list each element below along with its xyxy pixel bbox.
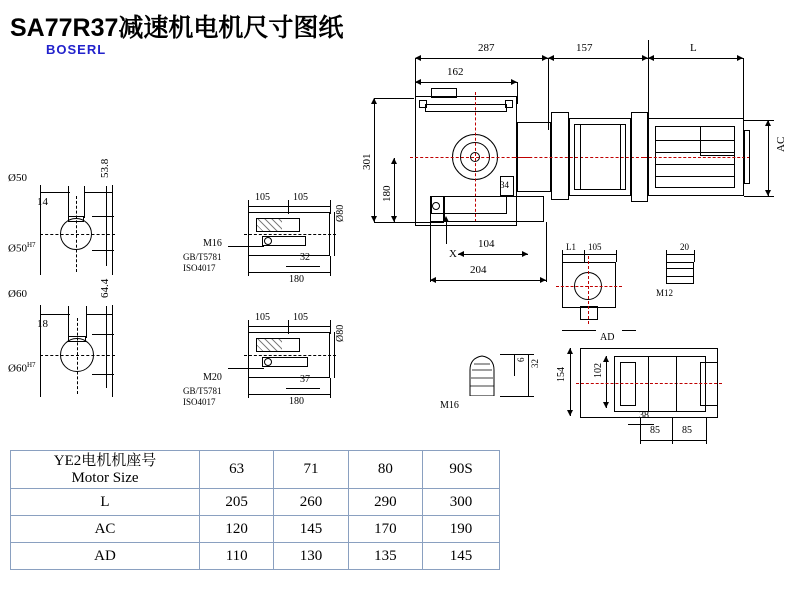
- flange1-hatch: [256, 218, 282, 232]
- dim-204-ext-r: [546, 222, 547, 282]
- shaft2-dim-top: [40, 314, 70, 315]
- dim-204-label: 204: [470, 264, 487, 276]
- flange1-dimline-a: [248, 206, 288, 207]
- shaft2-key-ext-r: [86, 306, 87, 338]
- shaft1-center-h: [40, 234, 115, 235]
- shaft2-h7-label: $Ø60^{H7}$: [8, 361, 36, 375]
- adapter-flange: [551, 112, 569, 200]
- flange2-dimline-b: [288, 326, 330, 327]
- flange2-dimline-180: [248, 394, 330, 395]
- flange2-std1: GB/T5781: [183, 386, 222, 396]
- motor-centerline: [644, 157, 750, 158]
- dim-L-line: [648, 58, 743, 59]
- dim-L1-line: [562, 254, 584, 255]
- dim-AC-line: [768, 120, 769, 196]
- table-header-cell: 80: [348, 451, 422, 489]
- shaft1-height-label: 53.8: [99, 158, 111, 178]
- dim-85-ext-m: [672, 418, 673, 444]
- gearbox-lug: [500, 176, 514, 196]
- dim-104-arrow-right: [522, 251, 528, 257]
- flange1-std2: ISO4017: [183, 263, 216, 273]
- brand-logo: BOSERL: [46, 42, 107, 57]
- bottom-endview-div-1: [648, 356, 649, 412]
- dim-20-ext-r: [694, 250, 695, 262]
- dim-L1-label: L1: [566, 242, 576, 252]
- flange1-ext-180l: [248, 256, 249, 276]
- flange2-ext-3: [330, 320, 331, 334]
- dim-AD-line-l: [562, 330, 596, 331]
- flange2-leader: [228, 368, 264, 369]
- page-title: SA77R37减速机电机尺寸图纸: [10, 14, 344, 42]
- endview-centerline-h: [556, 286, 622, 287]
- shaft2-left-ext: [40, 305, 41, 397]
- shaft2-h-dimline: [106, 306, 107, 388]
- table-header-label: [11, 451, 200, 489]
- table-cell: 190: [422, 516, 499, 543]
- dim-104-arrow-left: [458, 251, 464, 257]
- motor-fin-4: [655, 176, 735, 177]
- m12-detail-body: [666, 262, 694, 284]
- shaft1-key-ext-l: [68, 186, 69, 218]
- table-row: [11, 516, 500, 543]
- dim-105-right-ext-r: [616, 250, 617, 262]
- shaft1-h-tick-bot: [92, 250, 114, 251]
- dim-6-line: [514, 354, 515, 376]
- shaft2-h-tick-top: [92, 334, 114, 335]
- dim-104-label: 104: [478, 238, 495, 250]
- dim-154-label: 154: [556, 367, 567, 382]
- dim-204-ext-l: [430, 222, 431, 282]
- flange1-std1: GB/T5781: [183, 252, 222, 262]
- table-row: [11, 489, 500, 516]
- flange2-dia-dimline: [334, 332, 335, 378]
- dim-162-ext-r: [517, 82, 518, 104]
- dim-L-label: L: [690, 42, 697, 54]
- dim-6-label: 6: [516, 357, 526, 362]
- flange1-dia-dimline: [334, 212, 335, 256]
- shaft1-key-width-label: 14: [37, 196, 48, 208]
- gearbox-top-boss: [431, 88, 457, 98]
- dim-157-ext-r: [648, 40, 649, 130]
- dim-L-arrow-left: [648, 55, 654, 61]
- m12-label: M12: [656, 288, 674, 298]
- dim-85-ext-r: [706, 418, 707, 444]
- dim-180-arrow-up: [391, 158, 397, 164]
- dim-AC-ext-bot: [744, 196, 774, 197]
- flange2-dim-180: 180: [289, 396, 304, 407]
- table-header-cell: 63: [200, 451, 274, 489]
- dim-157-label: 157: [576, 42, 593, 54]
- m12-thread-1: [666, 268, 694, 269]
- motor-terminal-box: [700, 126, 735, 156]
- table-header-label-en: Motor Size: [71, 469, 139, 486]
- table-row-label: AD: [11, 543, 200, 570]
- dim-157-arrow-left: [548, 55, 554, 61]
- shaft1-h-dimline: [106, 186, 107, 266]
- flange1-dimline-32: [286, 266, 320, 267]
- dim-AC-ext-top: [744, 120, 774, 121]
- flange1-bolt-head: [264, 237, 272, 245]
- table-header-label-cn: YE2电机机座号: [53, 453, 157, 469]
- helical-div-2: [620, 124, 621, 190]
- table-row: [11, 543, 500, 570]
- marker-X-arrow: [443, 216, 449, 222]
- dim-154-arrow-up: [567, 348, 573, 354]
- table-cell: 205: [200, 489, 274, 516]
- dim-85-ext-l: [640, 418, 641, 444]
- table-cell: 170: [348, 516, 422, 543]
- dim-L-ext-r: [743, 58, 744, 120]
- shaft1-dim-top2: [84, 192, 112, 193]
- dim-34-label: 34: [500, 180, 509, 190]
- flange1-dimline-180: [248, 272, 330, 273]
- flange2-hatch: [256, 338, 282, 352]
- dim-157-line: [548, 58, 648, 59]
- shaft1-key-ext-r: [84, 186, 85, 218]
- dim-AD-line-r: [622, 330, 636, 331]
- dim-162-arrow-left: [415, 79, 421, 85]
- shaft1-right-ext: [112, 185, 113, 275]
- shaft2-key-width-label: 18: [37, 318, 48, 330]
- endview-foot: [580, 306, 598, 320]
- dim-105-right-label: 105: [588, 242, 602, 252]
- table-cell: 145: [422, 543, 499, 570]
- dim-287-line: [415, 58, 548, 59]
- dim-180-label: 180: [381, 185, 393, 202]
- dim-180-line: [394, 158, 395, 222]
- dim-154-line: [570, 348, 571, 416]
- dim-L1-ext-l: [562, 250, 563, 262]
- flange2-dim-105b: 105: [293, 312, 308, 323]
- flange1-dim-105b: 105: [293, 192, 308, 203]
- table-header-row: [11, 451, 500, 489]
- dim-38-label: 38: [639, 410, 649, 421]
- dim-20-label: 20: [680, 242, 689, 252]
- shaft2-right-ext: [112, 305, 113, 397]
- dim-105-right-line: [584, 254, 616, 255]
- shaft1-dim-top: [40, 192, 70, 193]
- flange1-dim-180: 180: [289, 274, 304, 285]
- shaft1-left-ext: [40, 185, 41, 275]
- dim-162-label: 162: [447, 66, 464, 78]
- flange1-ext-3: [330, 200, 331, 214]
- mount-plate: [444, 196, 544, 222]
- dim-104-line: [458, 254, 528, 255]
- table-cell: 300: [422, 489, 499, 516]
- flange1-ext-180r: [330, 256, 331, 276]
- dim-20-ext-l: [666, 250, 667, 262]
- marker-X-leader: [446, 222, 447, 244]
- flange1-thread-label: M16: [203, 238, 222, 249]
- dim-85a-line: [640, 440, 672, 441]
- flange2-dim-37: 37: [300, 374, 310, 385]
- flange2-dim-dia80: Ø80: [335, 324, 346, 342]
- dim-301-line: [374, 98, 375, 222]
- dim-301-label: 301: [361, 153, 373, 170]
- dim-287-label: 287: [478, 42, 495, 54]
- table-cell: 130: [274, 543, 348, 570]
- dim-L1-ext-m: [584, 250, 585, 262]
- flange2-ext-180l: [248, 378, 249, 398]
- table-header-cell: 90S: [422, 451, 499, 489]
- bottom-endview-flange: [700, 362, 718, 406]
- table-row-label: AC: [11, 516, 200, 543]
- shaft1-h-tick-top: [92, 216, 114, 217]
- adapter-centerline: [514, 157, 644, 158]
- dim-20-line: [666, 254, 694, 255]
- dim-204-line: [430, 280, 546, 281]
- dim-85b-label: 85: [682, 425, 692, 436]
- dim-85a-label: 85: [650, 425, 660, 436]
- table-header-cell: 71: [274, 451, 348, 489]
- dim-102-label: 102: [593, 363, 604, 378]
- key-detail-shape: [462, 354, 502, 396]
- shaft2-height-label: 64.4: [99, 278, 111, 298]
- gearbox-corner-bolt-tl: [419, 100, 427, 108]
- flange1-dimline-b: [288, 206, 330, 207]
- table-cell: 145: [274, 516, 348, 543]
- gearbox-top-flange: [425, 104, 507, 112]
- table-cell: 110: [200, 543, 274, 570]
- m16-bottom-label: M16: [440, 400, 459, 411]
- table-cell: 290: [348, 489, 422, 516]
- m12-thread-2: [666, 276, 694, 277]
- helical-div-1: [580, 124, 581, 190]
- flange2-ext-180r: [330, 378, 331, 398]
- shaft1-center-v: [76, 196, 77, 272]
- shaft2-center-v: [77, 318, 78, 394]
- bottom-endview-centerline: [576, 383, 722, 384]
- shaft2-h-tick-bot: [92, 374, 114, 375]
- marker-X-label: X: [449, 248, 457, 260]
- flange2-centerline: [244, 355, 336, 356]
- dim-32-small-label: 32: [530, 359, 540, 368]
- flange2-thread-label: M20: [203, 372, 222, 383]
- dim-AC-label: AC: [775, 136, 787, 152]
- shaft1-diameter-label: Ø50: [8, 172, 27, 184]
- motor-fin-3: [655, 164, 735, 165]
- shaft2-diameter-label: Ø60: [8, 288, 27, 300]
- flange1-dim-32: 32: [300, 252, 310, 263]
- table-row-label: L: [11, 489, 200, 516]
- motor-size-table: [10, 450, 500, 570]
- flange2-dimline-37: [286, 388, 320, 389]
- dim-154-arrow-down: [567, 410, 573, 416]
- dim-32-ext-top: [500, 354, 534, 355]
- flange1-centerline: [244, 234, 336, 235]
- shaft1-h7-label: $Ø50^{H7}$: [8, 241, 36, 255]
- dim-32-ext-bot: [500, 396, 534, 397]
- gearbox-centerline-h: [410, 157, 530, 158]
- shaft2-key-ext-l: [68, 306, 69, 338]
- dim-32-small-line: [528, 354, 529, 396]
- table-cell: 120: [200, 516, 274, 543]
- flange2-dim-105a: 105: [255, 312, 270, 323]
- dim-85b-line: [672, 440, 706, 441]
- dim-AD-label: AD: [600, 332, 615, 343]
- flange1-leader: [228, 246, 264, 247]
- flange1-dim-dia80: Ø80: [335, 204, 346, 222]
- dim-301-ext-top: [374, 98, 414, 99]
- mount-hole: [432, 202, 440, 210]
- endview-centerline-v: [588, 256, 589, 324]
- shaft1-h7-sup: H7: [26, 241, 36, 249]
- flange2-std2: ISO4017: [183, 397, 216, 407]
- shaft2-dim-top2: [86, 314, 112, 315]
- flange1-dim-105a: 105: [255, 192, 270, 203]
- dim-287-ext-r: [548, 58, 549, 130]
- dim-180-arrow-down: [391, 216, 397, 222]
- shaft2-h7-sup: H7: [26, 361, 36, 369]
- bottom-endview-div-2: [676, 356, 677, 412]
- motor-fan-cover: [744, 130, 750, 184]
- bottom-endview-hub: [620, 362, 636, 406]
- table-cell: 260: [274, 489, 348, 516]
- flange2-bolt-head: [264, 358, 272, 366]
- dim-287-ext-l: [415, 58, 416, 96]
- gearbox-corner-bolt-tr: [505, 100, 513, 108]
- flange2-dimline-a: [248, 326, 288, 327]
- table-cell: 135: [348, 543, 422, 570]
- dim-162-line: [415, 82, 517, 83]
